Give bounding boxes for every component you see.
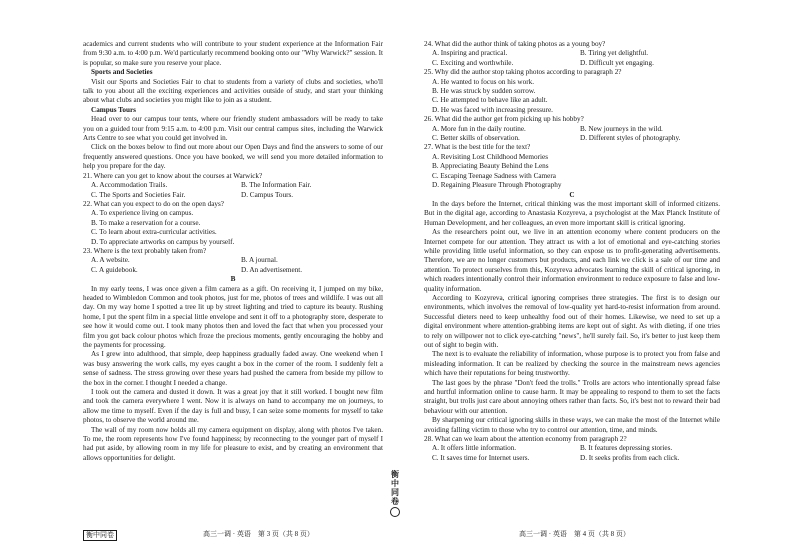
passage-b-paragraph-2: As I grew into adulthood, that simple, deep happiness gradually faded away. One weekend when I was busy answering the work calls, my eyes caught a box in the corner of the room. I suddenly felt a sense of sadness. The stress growing over these years had pushed the camera from beside my pillow to the box in the corner. I thought I needed a change. <box>83 350 383 387</box>
option-28-b: B. It features depressing stories. <box>580 444 673 453</box>
option-24-d: D. Difficult yet engaging. <box>580 58 654 67</box>
option-23-d: D. An advertisement. <box>241 265 303 274</box>
option-23-c: C. A guidebook. <box>91 265 138 274</box>
question-23-options-row-1 <box>83 256 383 265</box>
seal-char-2: 中 <box>391 479 399 488</box>
option-21-b: B. The Information Fair. <box>241 181 312 190</box>
option-27-a: A. Revisiting Lost Childhood Memories <box>432 152 548 161</box>
option-22-a: A. To experience living on campus. <box>91 209 194 218</box>
question-24-options-row-1 <box>424 49 720 58</box>
option-27-d: D. Regaining Pleasure Through Photography <box>432 181 562 190</box>
question-26-options-row-1 <box>424 125 720 134</box>
question-28: 28. What can we learn about the attention economy from paragraph 2? <box>424 435 627 444</box>
option-26-d: D. Different styles of photography. <box>580 134 681 143</box>
seal-circle-icon <box>390 507 400 517</box>
option-24-a: A. Inspiring and practical. <box>432 49 508 58</box>
section-b-label: B <box>230 275 236 284</box>
footer-brand-badge: 衡中同卷 <box>83 530 117 541</box>
option-27-c: C. Escaping Teenage Sadness with Camera <box>432 171 556 180</box>
option-23-b: B. A journal. <box>241 256 278 265</box>
passage-b-paragraph-1: In my early teens, I was once given a film camera as a gift. On receiving it, I jumped on my bike, headed to Wimbledon Common and took photos, just for me, photos of trees and wildlife. I was out all day. On my way home I spotted a tree lit up by street lighting and tried to capture its beauty. Rushing home, I put the spent film in a special little envelope and sent it off to a photography store, desperate to see how it would come out. I took many photos then and loved the fact that when you processed your film you got back colour photos which froze the precious moments, gently encouraging the hobby and the payments for processing. <box>83 284 383 349</box>
option-23-a: A. A website. <box>91 256 130 265</box>
passage-c-paragraph-5: The last goes by the phrase "Don't feed the trolls." Trolls are actors who intentionally spread false and hurtful information online to cause harm. It may be appealing to respond to them to set the facts straight, but trolls just care about annoying others rather than facts. So, it's best not to reward their bad behaviour with our attention. <box>424 378 720 415</box>
seal-char-3: 同 <box>391 488 399 497</box>
option-25-a: A. He wanted to focus on his work. <box>432 77 535 86</box>
question-21-options-row-1 <box>83 181 383 190</box>
heading-sports-societies: Sports and Societies <box>91 68 153 77</box>
seal-char-1: 衡 <box>391 470 399 479</box>
option-26-b: B. New journeys in the wild. <box>580 124 663 133</box>
option-25-b: B. He was struck by sudden sorrow. <box>432 87 536 96</box>
click-boxes-paragraph: Click on the boxes below to find out more about our Open Days and find the answers to some of our frequently answered questions. Once you have booked, we will send you more detailed information to help you prepare for the day. <box>83 143 383 171</box>
option-24-b: B. Tiring yet delightful. <box>580 49 649 58</box>
campus-paragraph: Head over to our campus tour tents, where our friendly student ambassadors will be ready to take you on a guided tour from 9:15 a.m. to 4:00 p.m. Visit our central campus sites, including the Warwick Arts Centre to see what you could get involved in. <box>83 115 383 143</box>
question-23-options-row-2 <box>83 266 383 275</box>
question-26: 26. What did the author get from picking up his hobby? <box>424 115 584 124</box>
option-28-c: C. It saves time for Internet users. <box>432 453 530 462</box>
passage-b-paragraph-4: The wall of my room now holds all my camera equipment on display, along with photos I've taken. To me, the room represents how I've found happiness; by reconnecting to the younger part of myself I had put aside, by allowing room in my life for pleasure to exist, and by creating an environment that allows opportunities for delight. <box>83 425 383 462</box>
question-24: 24. What did the author think of taking photos as a young boy? <box>424 40 606 48</box>
option-26-c: C. Better skills of observation. <box>432 134 520 143</box>
question-28-options-row-1 <box>424 444 720 453</box>
option-21-c: C. The Sports and Societies Fair. <box>91 190 186 199</box>
option-26-a: A. More fun in the daily routine. <box>432 124 526 133</box>
option-22-b: B. To make a reservation for a course. <box>91 218 201 227</box>
option-21-d: D. Campus Tours. <box>241 190 294 199</box>
section-c-label: C <box>569 190 575 199</box>
center-seal-stamp <box>387 470 403 519</box>
question-23: 23. Where is the text probably taken from? <box>83 246 207 255</box>
right-page-column <box>424 40 720 463</box>
heading-campus-tours: Campus Tours <box>91 105 136 114</box>
intro-paragraph: academics and current students who will contribute to your student experience at the Information Fair from 9:30 a.m. to 4:00 p.m. We'd particularly recommend booking onto our "Why Warwick?" session. It is popular, so make sure you reserve your place. <box>83 40 383 67</box>
option-28-d: D. It seeks profits from each click. <box>580 453 680 462</box>
option-21-a: A. Accommodation Trails. <box>91 181 168 190</box>
passage-c-paragraph-6: By sharpening our critical ignoring skills in these ways, we can make the most of the Internet while avoiding falling victim to those who try to control our attention, time, and minds. <box>424 416 720 434</box>
passage-c-paragraph-2: As the researchers point out, we live in an attention economy where content producers on the Internet compete for our attention. They attract us with a lot of emotional and eye-catching stories while providing little useful information, so they can expose us to profit-generating advertisements. Therefore, we are no longer customers but products, and each link we click is a sale of our time and attention. To protect ourselves from this, Kozyreva advocates learning the skill of critical ignoring, in which readers intentionally control their information environment to reduce exposure to false and low-quality information. <box>424 228 720 293</box>
question-21-options-row-2 <box>83 191 383 200</box>
question-26-options-row-2 <box>424 134 720 143</box>
passage-c-paragraph-3: According to Kozyreva, critical ignoring comprises three strategies. The first is to design our environments, which involves the removal of low-quality yet hard-to-resist information from around. Successful dieters need to keep unhealthy food out of their homes. Likewise, we need to set up a digital environment where attention-grabbing items are kept out of sight. As with dieting, if one tries to rely on willpower not to click eye-catching "news", he'll surely fail. So, it's better to just keep them out of sight to begin with. <box>424 293 720 349</box>
question-27: 27. What is the best title for the text? <box>424 143 531 152</box>
option-25-c: C. He attempted to behave like an adult. <box>432 96 548 105</box>
question-25: 25. Why did the author stop taking photos according to paragraph 2? <box>424 68 622 77</box>
question-21: 21. Where can you get to know about the courses at Warwick? <box>83 171 263 180</box>
question-24-options-row-2 <box>424 59 720 68</box>
option-25-d: D. He was faced with increasing pressure. <box>432 105 553 114</box>
passage-c-paragraph-1: In the days before the Internet, critical thinking was the most important skill of informed citizens. But in the digital age, according to Anastasia Kozyreva, a psychologist at the Max Planck Institute of Human Development, and her colleagues, an even more important skill is critical ignoring. <box>424 199 720 227</box>
footer-page-label-right: 高三一调 · 英语 第 4 页（共 8 页） <box>519 530 630 538</box>
passage-b-paragraph-3: I took out the camera and dusted it down. It was a great joy that it still worked. I bought new film and took the camera everywhere I went. Now it is always on hand to accompany me on journeys, to allow me time to myself. Even if the day is full and busy, I can seize some moments for myself to take photos, to observe the world around me. <box>83 388 383 425</box>
question-22: 22. What can you expect to do on the open days? <box>83 199 224 208</box>
passage-c-paragraph-4: The next is to evaluate the reliability of information, whose purpose is to protect you from false and misleading information. It can be realized by checking the source in the mainstream news agencies which have their reputations for being trustworthy. <box>424 350 720 378</box>
option-27-b: B. Appreciating Beauty Behind the Lens <box>432 162 549 171</box>
option-24-c: C. Exciting and worthwhile. <box>432 58 514 67</box>
option-22-c: C. To learn about extra-curricular activities. <box>91 228 217 237</box>
option-28-a: A. It offers little information. <box>432 444 517 453</box>
option-22-d: D. To appreciate artworks on campus by yourself. <box>91 237 235 246</box>
sports-paragraph: Visit our Sports and Societies Fair to chat to students from a variety of clubs and societies, who'll talk to you about all the exciting experiences and activities outside of study, and start your thinking about what clubs and societies you might like to join as a student. <box>83 77 383 105</box>
seal-char-4: 卷 <box>391 497 399 506</box>
footer-page-label-left: 高三一调 · 英语 第 3 页（共 8 页） <box>203 530 314 538</box>
question-28-options-row-2 <box>424 454 720 463</box>
left-page-column <box>83 40 383 463</box>
